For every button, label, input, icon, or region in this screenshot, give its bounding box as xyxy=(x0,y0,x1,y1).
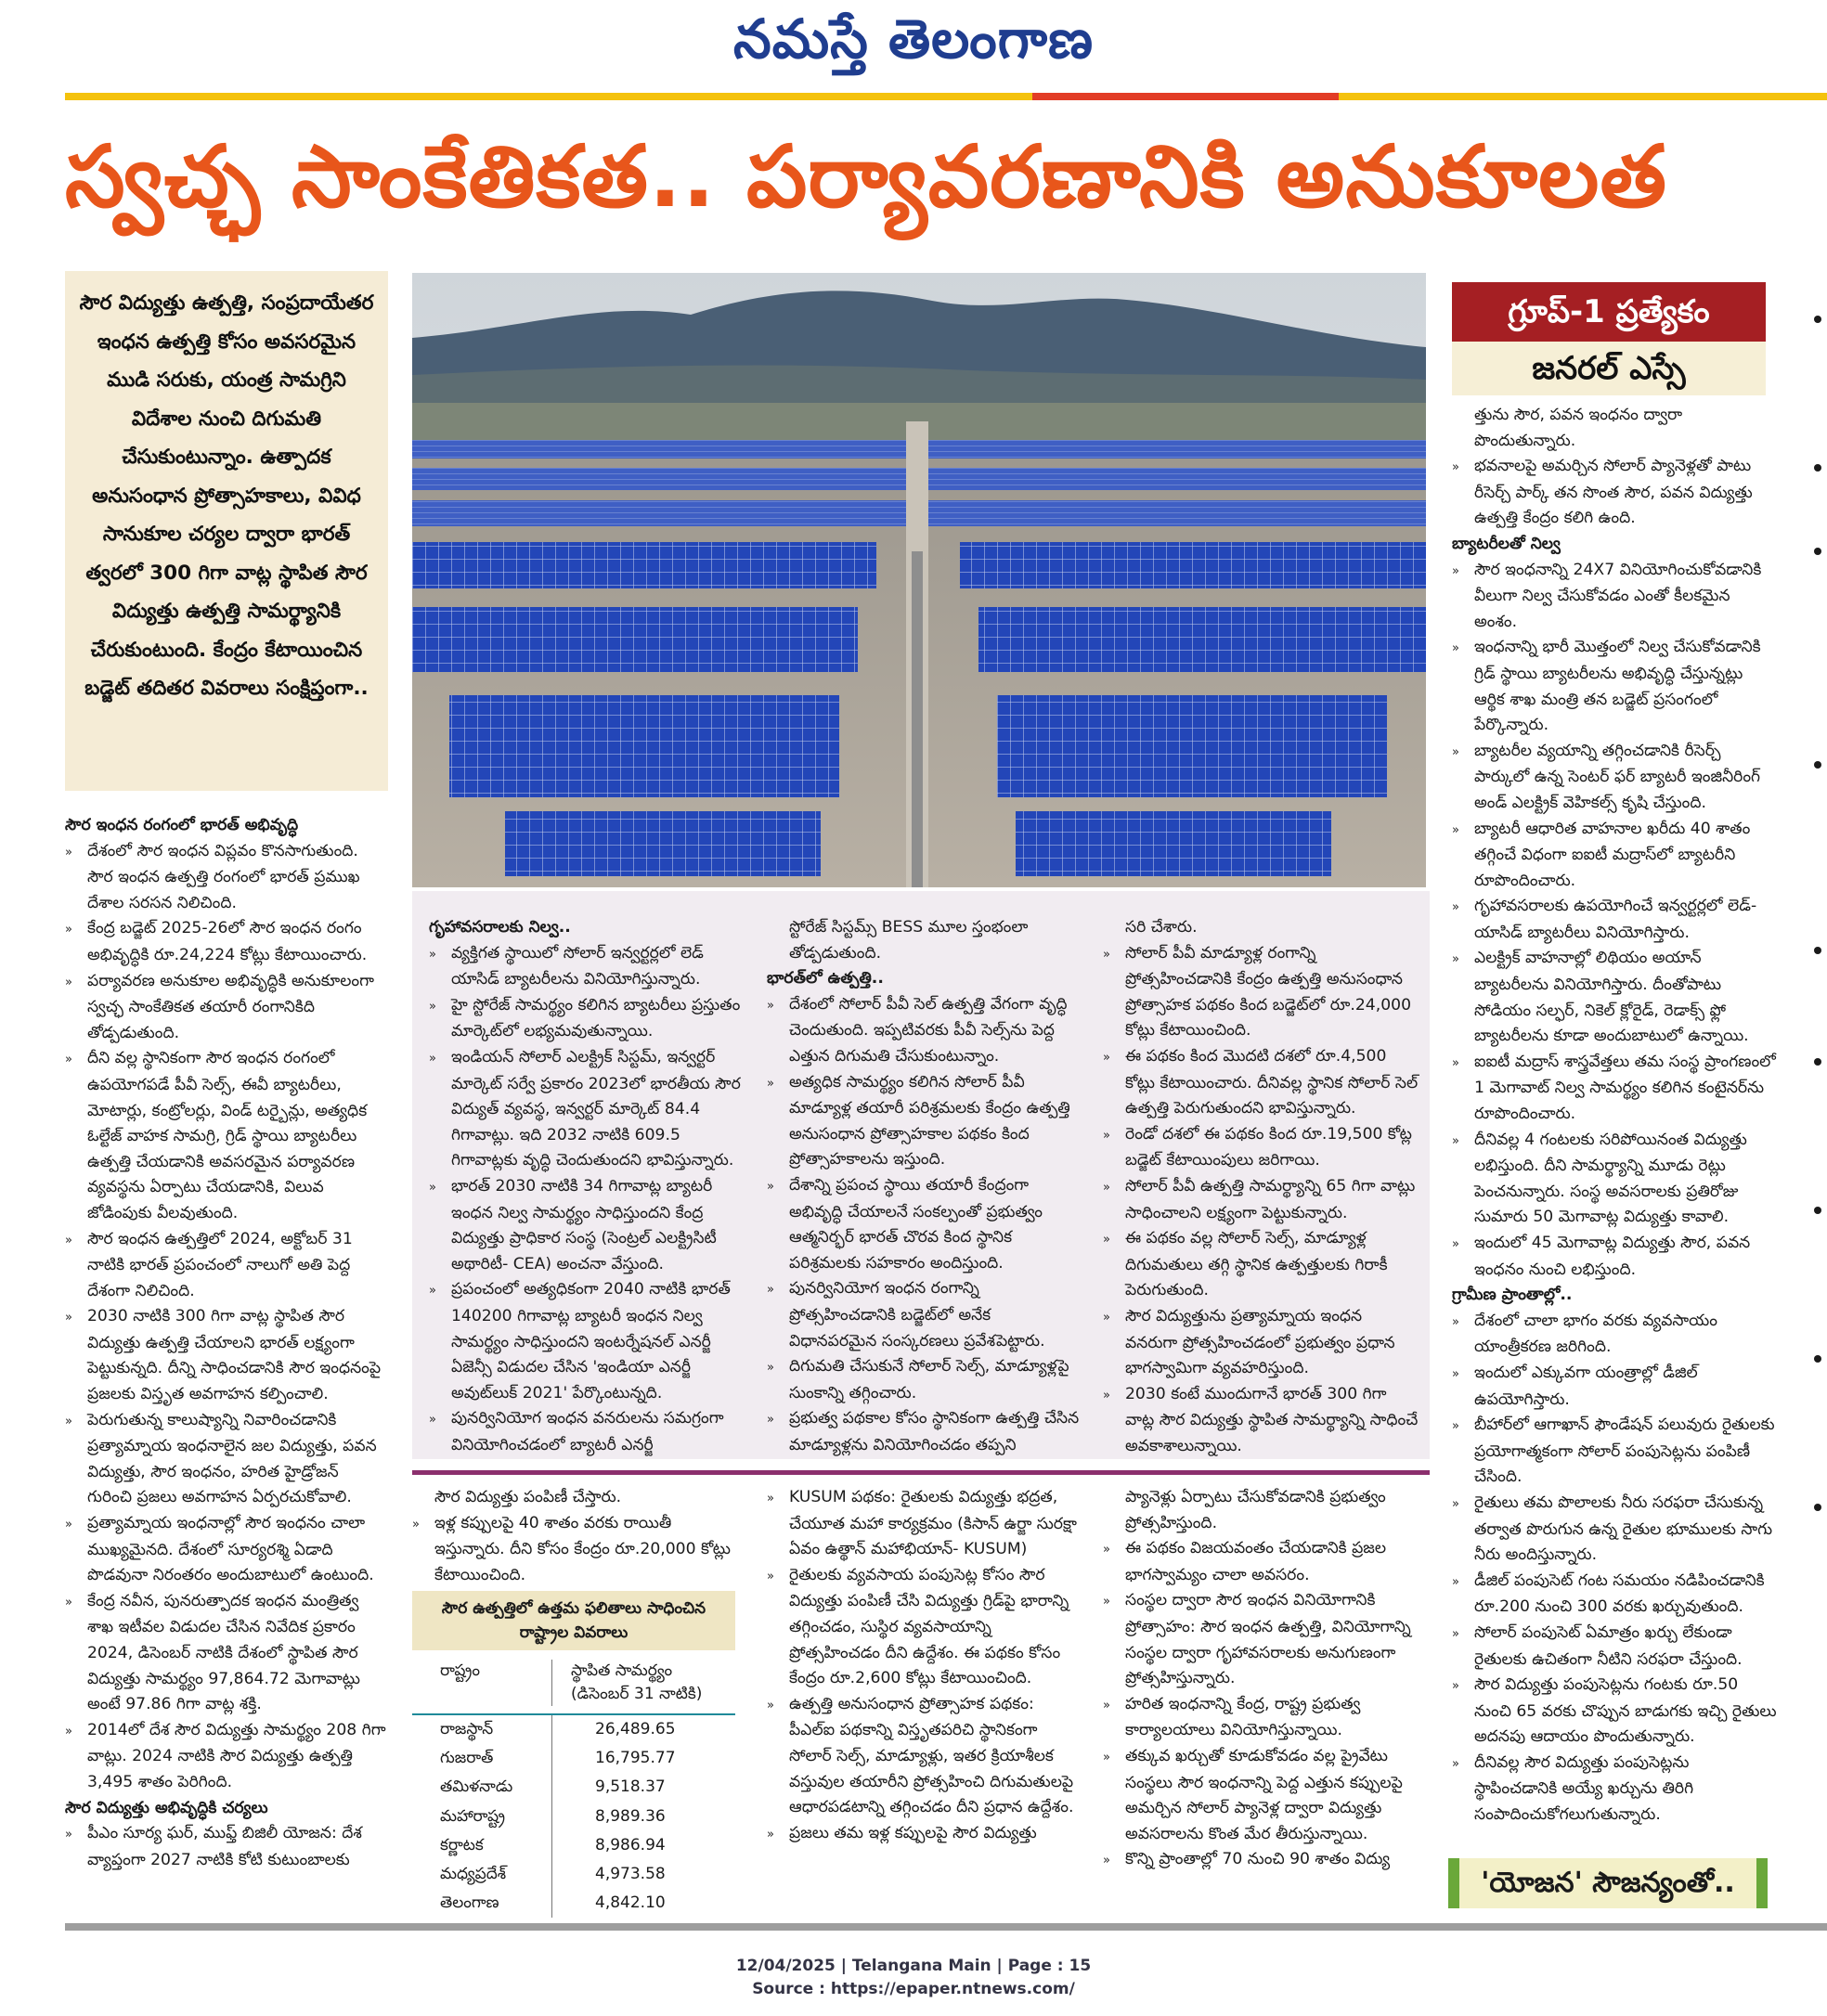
top-rule-accent xyxy=(1032,93,1339,100)
continued-text: త్తును సౌర, పవన ఇంధనం ద్వారా పొందుతున్నారు. xyxy=(1474,406,1683,450)
list-item: » దీనివల్ల సౌర విద్యుత్తు పంపుసెట్లను స్థాపించడానికి అయ్యే ఖర్చును తిరిగి సంపాదించుకోగలుగుతున్నారు. xyxy=(1452,1752,1694,1825)
page-footer xyxy=(0,1955,1827,2001)
list-item: » దేశంలో చాలా భాగం వరకు వ్యవసాయం యాంత్రీకరణ జరిగింది. xyxy=(1452,1311,1717,1357)
list-item: » ఈ పథకం వల్ల సోలార్‌ సెల్స్‌, మాడ్యూళ్ల దిగుమతులు తగ్గి స్థానిక ఉత్పత్తులకు గిరాకీ పెరుగుతుంది. xyxy=(1103,1229,1388,1300)
list-item: » సోలార్‌ పీవీ ఉత్పత్తి సామర్థ్యాన్ని 65 గిగా వాట్లు సాధించాలని లక్ష్యంగా పెట్టుకున్నారు. xyxy=(1103,1176,1416,1222)
yojana-credit: 'యోజన' సౌజన్యంతో.. xyxy=(1448,1858,1768,1908)
list-item: » ఇండియన్‌ సోలార్‌ ఎలక్ట్రిక్‌ సిస్టమ్‌, ఇన్వర్టర్‌ మార్కెట్‌ సర్వే ప్రకారం 2023లో భారతీయ సౌర విద్యుత్‌ వ్యవస్థ, ఇన్వర్టర్‌ మార్కెట్‌ 84.4 గిగావాట్లు. ఇది 2032 నాటికి 609.5 గిగావాట్లకు వృద్ధి చెందుతుందని భావిస్తున్నారు. xyxy=(429,1047,741,1170)
list-item: » సంస్థల ద్వారా సౌర ఇంధన వినియోగానికి ప్రోత్సాహం: సౌర ఇంధన ఉత్పత్తి, వినియోగాన్ని సంస్థల ద్వారా గృహావసరాలకు అనుగుణంగా ప్రోత్సహిస్తున్నారు. xyxy=(1103,1591,1411,1688)
column-3 xyxy=(767,915,1081,1458)
list-item: » 2014లో దేశ సౌర విద్యుత్తు సామర్థ్యం 208 గిగా వాట్లు. 2024 నాటికి సౌర విద్యుత్తు ఉత్పత్తి 3,495 శాతం పెరిగింది. xyxy=(65,1720,386,1791)
list-item: » సౌర విద్యుత్తు పంపుసెట్లను గంటకు రూ.50 నుంచి 65 వరకు చొప్పున బాడుగకు ఇచ్చి రైతులు అదనపు ఆదాయం పొందుతున్నారు. xyxy=(1452,1675,1777,1747)
table-row: కర్ణాటక 8,986.94 xyxy=(412,1831,735,1860)
states-capacity-table xyxy=(412,1591,735,1918)
list-item: » తక్కువ ఖర్చుతో కూడుకోవడం వల్ల ప్రైవేటు సంస్థలు సౌర ఇంధనాన్ని పెద్ద ఎత్తున కప్పులపై అమర్చిన సోలార్‌ ప్యానెళ్ల ద్వారా విద్యుత్తు అవసరాలను కొంత మేర తీరుస్తున్నాయి. xyxy=(1103,1746,1403,1843)
list-item: » వ్యక్తిగత స్థాయిలో సోలార్‌ ఇన్వర్టర్లలో లెడ్‌ యాసిడ్‌ బ్యాటరీలను వినియోగిస్తున్నారు. xyxy=(429,943,704,989)
list-item: » సౌర ఇంధన ఉత్పత్తిలో 2024, అక్టోబర్‌ 31 నాటికి భారత్‌ ప్రపంచంలో నాలుగో అతి పెద్ద దేశంగా నిలిచింది. xyxy=(65,1229,353,1300)
headline: స్వచ్ఛ సాంకేతికత.. పర్యావరణానికి అనుకూలత xyxy=(65,127,1667,226)
section-divider xyxy=(412,1470,1430,1475)
list-item: » దేశంలో సోలార్‌ పీవీ సెల్‌ ఉత్పత్తి వేగంగా వృద్ధి చెందుతుంది. ఇప్పటివరకు పీవీ సెల్స్‌ను పెద్ద ఎత్తున దిగుమతి చేసుకుంటున్నాం. xyxy=(767,994,1068,1066)
list-item: » KUSUM పథకం: రైతులకు విద్యుత్తు భద్రత, చేయూత మహా కార్యక్రమం (కిసాన్‌ ఉర్జా సురక్షా ఏవం ఉత్థాన్‌ మహాభియాన్‌- KUSUM) xyxy=(767,1488,1077,1559)
list-item: » ఈ పథకం కింద మొదటి దశలో రూ.4,500 కోట్లు కేటాయించారు. దీనివల్ల స్థానిక సోలార్‌ సెల్‌ ఉత్పత్తి పెరుగుతుందని భావిస్తున్నారు. xyxy=(1103,1046,1419,1118)
list-item: » 2030 నాటికి 300 గిగా వాట్ల స్థాపిత సౌర విద్యుత్తు ఉత్పత్తి చేయాలని భారత్‌ లక్ష్యంగా పెట్టుకున్నది. దీన్ని సాధించడానికి సౌర ఇంధనంపై ప్రజలకు విస్తృత అవగాహన కల్పించాలి. xyxy=(65,1307,382,1404)
footer-source-link[interactable]: Source : https://epaper.ntnews.com/ xyxy=(752,1980,1075,1998)
list-item: » రైతులకు వ్యవసాయ పంపుసెట్ల కోసం సౌర విద్యుత్తు పంపిణీ చేసి విద్యుత్తు గ్రిడ్‌పై భారాన్ని తగ్గించడం, సుస్థిర వ్యవసాయాన్ని ప్రోత్సహించడం దీని ఉద్దేశం. ఈ పథకం కోసం కేంద్రం రూ.2,600 కోట్లు కేటాయించింది. xyxy=(767,1565,1069,1688)
list-item: » ఇంధనాన్ని భారీ మొత్తంలో నిల్వ చేసుకోవడానికి గ్రిడ్‌ స్థాయి బ్యాటరీలను అభివృద్ధి చేస్తున్నట్లు ఆర్థిక శాఖ మంత్రి తన బడ్జెట్‌ ప్రసంగంలో పేర్కొన్నారు. xyxy=(1452,638,1761,735)
list-item: » 2030 కంటే ముందుగానే భారత్‌ 300 గిగా వాట్ల సౌర విద్యుత్తు స్థాపిత సామర్థ్యాన్ని సాధించే అవకాశాలున్నాయి. xyxy=(1103,1384,1419,1455)
list-item: » పీఎం సూర్య ఘర్‌, ముఫ్త్‌ బిజిలీ యోజన: దేశ వ్యాప్తంగా 2027 నాటికి కోటి కుటుంబాలకు xyxy=(65,1824,362,1869)
list-item: » ఇందులో 45 మెగావాట్ల విద్యుత్తు సౌర, పవన ఇంధనం నుంచి లభిస్తుంది. xyxy=(1452,1234,1751,1279)
list-item: » కొన్ని ప్రాంతాల్లో 70 నుంచి 90 శాతం విద్యు xyxy=(1103,1850,1391,1869)
column-4-lower xyxy=(1103,1485,1419,1874)
list-item: » బీహార్‌లో ఆగాఖాన్‌ ఫౌండేషన్‌ పలువురు రైతులకు ప్రయోగాత్మకంగా సోలార్‌ పంపుసెట్లను పంపిణీ చేసింది. xyxy=(1452,1415,1775,1487)
list-item: » దీని వల్ల స్థానికంగా సౌర ఇంధన రంగంలో ఉపయోగపడే పీవీ సెల్స్‌, ఈవీ బ్యాటరీలు, మోటార్లు, కంట్రోలర్లు, విండ్‌ టర్బైన్లు, అత్యధిక ఓల్టేజ్‌ వాహక సామగ్రి, గ్రిడ్‌ స్థాయి బ్యాటరీలు ఉత్పత్తి చేయడానికి అవసరమైన పర్యావరణ వ్యవస్థను ఏర్పాటు చేయడానికి, విలువ జోడింపుకు వీలవుతుంది. xyxy=(65,1049,368,1222)
solar-farm-photo xyxy=(412,273,1426,887)
list-item: » సోలార్‌ పీవీ మాడ్యూళ్ల రంగాన్ని ప్రోత్సహించడానికి కేంద్రం ఉత్పత్తి అనుసంధాన ప్రోత్సాహక పథకం కింద బడ్జెట్‌లో రూ.24,000 కోట్లు కేటాయించింది. xyxy=(1103,943,1412,1040)
bottom-rule xyxy=(65,1923,1827,1931)
list-item: » భారత్‌ 2030 నాటికి 34 గిగావాట్ల బ్యాటరీ ఇంధన నిల్వ సామర్థ్యం సాధిస్తుందని కేంద్ర విద్యుత్తు ప్రాధికార సంస్థ (సెంట్రల్‌ ఎలక్ట్రిసిటీ అథారిటీ- CEA) అంచనా వేస్తుంది. xyxy=(429,1176,717,1273)
table-title: సౌర ఉత్పత్తిలో ఉత్తమ ఫలితాలు సాధించిన రాష్ట్రాల వివరాలు xyxy=(412,1591,735,1650)
column-3-lower xyxy=(767,1485,1081,1847)
footer-date-page: 12/04/2025 | Telangana Main | Page : 15 xyxy=(735,1957,1092,1975)
list-item: » ప్రత్యామ్నాయ ఇంధనాల్లో సౌర ఇంధనం చాలా ముఖ్యమైనది. దేశంలో సూర్యరశ్మి ఏడాది పొడవునా నిరంతరం అందుబాటులో ఉంటుంది. xyxy=(65,1514,374,1585)
general-essay-label: జనరల్‌ ఎస్సే xyxy=(1452,342,1766,395)
list-item: » డీజిల్‌ పంపుసెట్‌ గంట సమయం నడిపించడానికి రూ.200 నుంచి 300 వరకు ఖర్చువుతుంది. xyxy=(1452,1570,1765,1617)
list-item: » పునర్వినియోగ ఇంధన వనరులను సమగ్రంగా వినియోగించడంలో బ్యాటరీ ఎనర్జీ xyxy=(429,1409,724,1454)
table-row: మహారాష్ట్ర 8,989.36 xyxy=(412,1803,735,1831)
table-row: తెలంగాణ 4,842.10 xyxy=(412,1889,735,1918)
list-item: » ఉత్పత్తి అనుసంధాన ప్రోత్సాహక పథకం: పీఎల్‌ఐ పథకాన్ని విస్తృతపరిచి స్థానికంగా సోలార్‌ సెల్స్‌, మాడ్యూళ్లు, ఇతర క్రియాశీలక వస్తువుల తయారీని ప్రోత్సహించి దిగుమతులపై ఆధారపడటాన్ని తగ్గించడం దీని ప్రధాన ఉద్దేశం. xyxy=(767,1694,1074,1817)
table-row: గుజరాత్‌ 16,795.77 xyxy=(412,1744,735,1773)
list-item: » దేశాన్ని ప్రపంచ స్థాయి తయారీ కేంద్రంగా అభివృద్ధి చేయాలనే సంకల్పంతో ప్రభుత్వం ఆత్మనిర్భర్‌ భారత్‌ చొరవ కింద స్థానిక పరిశ్రమలకు సహకారం అందిస్తుంది. xyxy=(767,1175,1043,1273)
section-heading: సౌర ఇంధన రంగంలో భారత్‌ అభివృద్ధి xyxy=(65,816,299,834)
list-item: » దేశంలో సౌర ఇంధన విప్లవం కొనసాగుతుంది. సౌర ఇంధన ఉత్పత్తి రంగంలో భారత్‌ ప్రముఖ దేశాల సరసన నిలిచింది. xyxy=(65,841,360,912)
list-item: » హరిత ఇంధనాన్ని కేంద్ర, రాష్ట్ర ప్రభుత్వ కార్యాలయాలు వినియోగిస్తున్నాయి. xyxy=(1103,1694,1361,1740)
column-header-state: రాష్ట్రం xyxy=(440,1661,481,1680)
continued-text: సౌర విద్యుత్తు పంపిణీ చేస్తారు. xyxy=(434,1488,622,1506)
masthead: నమస్తే తెలంగాణ xyxy=(733,7,1094,71)
list-item: » ఇందులో ఎక్కువగా యంత్రాల్లో డీజిల్‌ ఉపయోగిస్తారు. xyxy=(1452,1363,1698,1409)
list-item: » దిగుమతి చేసుకునే సోలార్‌ సెల్స్‌, మాడ్యూళ్లపై సుంకాన్ని తగ్గించారు. xyxy=(767,1357,1069,1402)
list-item: » బ్యాటరీ ఆధారిత వాహనాల ఖరీదు 40 శాతం తగ్గించే విధంగా ఐఐటీ మద్రాస్‌లో బ్యాటరీని రూపొందించారు. xyxy=(1452,819,1751,890)
list-item: » ఈ పథకం విజయవంతం చేయడానికి ప్రజల భాగస్వామ్యం చాలా అవసరం. xyxy=(1103,1539,1387,1584)
column-header-capacity: స్థాపిత సామర్థ్యం (డిసెంబర్‌ 31 నాటికి) xyxy=(551,1660,735,1706)
column-2-lower xyxy=(412,1485,735,1588)
list-item: » సోలార్‌ పంపుసెట్‌ ఏమాత్రం ఖర్చు లేకుండా రైతులకు ఉచితంగా నీటిని సరఫరా చేస్తుంది. xyxy=(1452,1622,1743,1669)
table-header xyxy=(412,1650,735,1715)
column-2 xyxy=(429,915,745,1458)
list-item: » పెరుగుతున్న కాలుష్యాన్ని నివారించడానికి ప్రత్యామ్నాయ ఇంధనాలైన జల విద్యుత్తు, పవన విద్యుత్తు, సౌర ఇంధనం, హరిత హైడ్రోజన్‌ గురించి ప్రజలు అవగాహన ఏర్పరచుకోవాలి. xyxy=(65,1410,377,1507)
list-item: » భవనాలపై అమర్చిన సోలార్‌ ప్యానెళ్లతో పాటు రీసెర్చ్‌ పార్క్‌ తన సొంత సౌర, పవన విద్యుత్తు ఉత్పత్తి కేంద్రం కలిగి ఉంది. xyxy=(1452,457,1753,528)
adjacent-page-edge xyxy=(1810,111,1827,1931)
list-item: » హై స్టోరేజ్‌ సామర్థ్యం కలిగిన బ్యాటరీలు ప్రస్తుతం మార్కెట్‌లో లభ్యమవుతున్నాయి. xyxy=(429,995,741,1041)
list-item: » కేంద్ర బడ్జెట్‌ 2025-26లో సౌర ఇంధన రంగం అభివృద్ధికి రూ.24,224 కోట్లు కేటాయించారు. xyxy=(65,919,368,964)
top-rule xyxy=(65,93,1827,100)
list-item: » ప్రజలు తమ ఇళ్ల కప్పులపై సౌర విద్యుత్తు xyxy=(767,1823,1037,1842)
list-item: » దీనివల్ల 4 గంటలకు సరిపోయినంత విద్యుత్తు లభిస్తుంది. దీని సామర్థ్యాన్ని మూడు రెట్లు పెంచనున్నారు. సంస్థ అవసరాలకు ప్రతిరోజు సుమారు 50 మెగావాట్ల విద్యుత్తు కావాలి. xyxy=(1452,1130,1747,1227)
list-item: » బ్యాటరీల వ్యయాన్ని తగ్గించడానికి రీసెర్చ్‌ పార్కులో ఉన్న సెంటర్‌ ఫర్‌ బ్యాటరీ ఇంజినీరింగ్‌ అండ్‌ ఎలక్ట్రిక్‌ వెహికల్స్‌ కృషి చేస్తుంది. xyxy=(1452,741,1761,812)
list-item: » ప్రపంచంలో అత్యధికంగా 2040 నాటికి భారత్‌ 140200 గిగావాట్ల బ్యాటరీ ఇంధన నిల్వ సామర్థ్యం సాధిస్తుందని ఇంటర్నేషనల్‌ ఎనర్జీ ఏజెన్సీ విడుదల చేసిన 'ఇండియా ఎనర్జీ అవుట్‌లుక్‌ 2021' పేర్కొంటున్నది. xyxy=(429,1280,731,1402)
list-item: » ఎలక్ట్రిక్‌ వాహనాల్లో లిథియం అయాన్‌ బ్యాటరీలను వినియోగిస్తారు. దీంతోపాటు సోడియం సల్ఫర్‌, నికెల్‌ క్లోరైడ్‌, రెడాక్స్‌ ఫ్లో బ్యాటరీలను కూడా అందుబాటులో ఉన్నాయి. xyxy=(1452,949,1749,1046)
list-item: » పర్యావరణ అనుకూల అభివృద్ధికి అనుకూలంగా స్వచ్ఛ సాంకేతికత తయారీ రంగానికిది తోడ్పడుతుంది. xyxy=(65,971,374,1042)
list-item: » రైతులు తమ పొలాలకు నీరు సరఫరా చేసుకున్న తర్వాత పొరుగున ఉన్న రైతుల భూములకు సాగు నీరు అందిస్తున్నారు. xyxy=(1452,1493,1773,1565)
list-item: » రెండో దశలో ఈ పథకం కింద రూ.19,500 కోట్ల బడ్జెట్‌ కేటాయింపులు జరిగాయి. xyxy=(1103,1124,1412,1170)
list-item: » పునర్వినియోగ ఇంధన రంగాన్ని ప్రోత్సహించడానికి బడ్జెట్‌లో అనేక విధానపరమైన సంస్కరణలు ప్రవేశపెట్టారు. xyxy=(767,1279,1045,1350)
section-heading: బ్యాటరీలతో నిల్వ xyxy=(1452,534,1561,553)
group-1-special-banner: గ్రూప్‌-1 ప్రత్యేకం xyxy=(1452,282,1766,342)
continued-text: స్టోరేజ్‌ సిస్టమ్స్‌ BESS మూల స్తంభంలా తోడ్పడుతుంది. xyxy=(789,918,1029,963)
section-heading: గ్రామీణ ప్రాంతాల్లో.. xyxy=(1452,1286,1573,1305)
list-item: » సౌర విద్యుత్తును ప్రత్యామ్నాయ ఇంధన వనరుగా ప్రోత్సహించడంలో ప్రభుత్వం ప్రధాన భాగస్వామిగా వ్యవహరిస్తుంది. xyxy=(1103,1306,1395,1378)
continued-text: ప్యానెళ్లు ఏర్పాటు చేసుకోవడానికి ప్రభుత్వం ప్రోత్సహిస్తుంది. xyxy=(1125,1488,1386,1532)
table-row: తమిళనాడు 9,518.37 xyxy=(412,1773,735,1802)
table-row: రాజస్థాన్‌ 26,489.65 xyxy=(412,1715,735,1744)
list-item: » గృహావసరాలకు ఉపయోగించే ఇన్వర్టర్లలో లెడ్‌-యాసిడ్‌ బ్యాటరీలు వినియోగిస్తారు. xyxy=(1452,897,1757,942)
section-heading: సౌర విద్యుత్తు అభివృద్ధికి చర్యలు xyxy=(65,1798,268,1817)
section-heading: గృహావసరాలకు నిల్వ.. xyxy=(429,918,571,937)
column-1 xyxy=(65,813,388,1873)
column-5 xyxy=(1452,403,1777,1829)
list-item: » కేంద్ర నవీన, పునరుత్పాదక ఇంధన మంత్రిత్వ శాఖ ఇటీవల విడుదల చేసిన నివేదిక ప్రకారం 2024, డిసెంబర్‌ నాటికి దేశంలో స్థాపిత సౌర విద్యుత్తు సామర్థ్యం 97,864.72 మెగావాట్లు అంటే 97.86 గిగా వాట్ల శక్తి. xyxy=(65,1591,360,1714)
table-row: మధ్యప్రదేశ్‌ 4,973.58 xyxy=(412,1860,735,1889)
list-item: » ఐఐటీ మద్రాస్‌ శాస్త్రవేత్తలు తమ సంస్థ ప్రాంగణంలో 1 మెగావాట్‌ నిల్వ సామర్థ్యం కలిగిన కంటైనర్‌ను రూపొందించారు. xyxy=(1452,1052,1776,1124)
list-item: » ఇళ్ల కప్పులపై 40 శాతం వరకు రాయితీ ఇస్తున్నారు. దీని కోసం కేంద్రం రూ.20,000 కోట్లు కేటాయించింది. xyxy=(412,1513,731,1584)
solar-farm-illustration xyxy=(412,273,1426,887)
continued-text: సరి చేశారు. xyxy=(1125,918,1198,937)
column-4 xyxy=(1103,915,1419,1459)
list-item: » ప్రభుత్వ పథకాల కోసం స్థానికంగా ఉత్పత్తి చేసిన మాడ్యూళ్లను వినియోగించడం తప్పని xyxy=(767,1409,1080,1454)
list-item: » అత్యధిక సామర్థ్యం కలిగిన సోలార్‌ పీవీ మాడ్యూళ్ల తయారీ పరిశ్రమలకు కేంద్రం ఉత్పత్తి అనుసంధాన ప్రోత్సాహకాల పథకం కింద ప్రోత్సాహకాలను ఇస్తుంది. xyxy=(767,1072,1070,1170)
list-item: » సౌర ఇంధనాన్ని 24X7 వినియోగించుకోవడానికి వీలుగా నిల్వ చేసుకోవడం ఎంతో కీలకమైన అంశం. xyxy=(1452,560,1762,631)
intro-box: సౌర విద్యుత్తు ఉత్పత్తి, సంప్రదాయేతర ఇంధన ఉత్పత్తి కోసం అవసరమైన ముడి సరుకు, యంత్ర సామగ్రిని విదేశాల నుంచి దిగుమతి చేసుకుంటున్నాం. ఉత్పాదక అనుసంధాన ప్రోత్సాహకాలు, వివిధ సానుకూల చర్యల ద్వారా భారత్‌ త్వరలో 300 గిగా వాట్ల స్థాపిత సౌర విద్యుత్తు ఉత్పత్తి సామర్థ్యానికి చేరుకుంటుంది. కేంద్రం కేటాయించిన బడ్జెట్‌ తదితర వివరాలు సంక్షిప్తంగా.. xyxy=(65,271,388,791)
section-heading: భారత్‌లో ఉత్పత్తి.. xyxy=(767,969,884,989)
